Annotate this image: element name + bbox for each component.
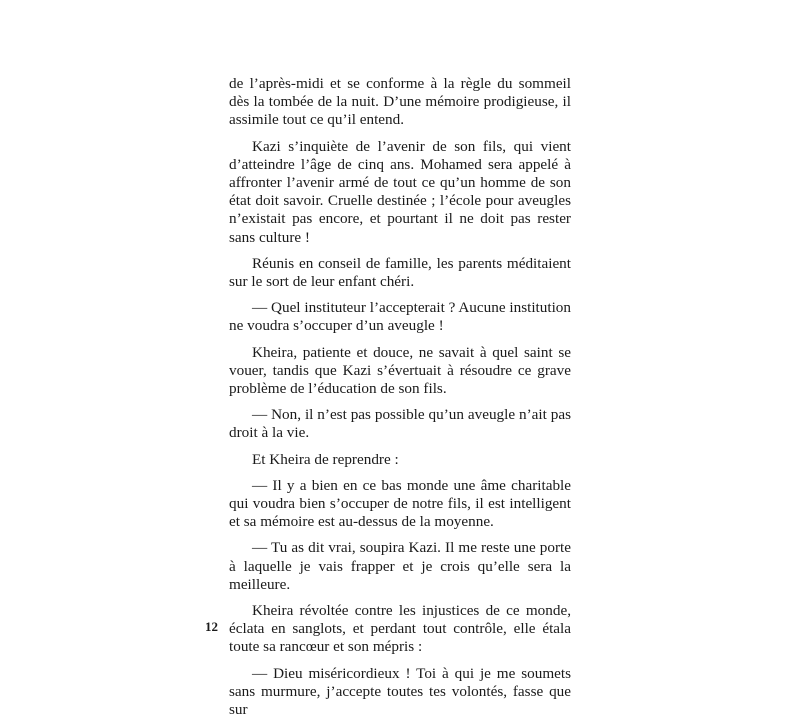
- paragraph-10: Kheira révoltée contre les injustices de ce monde, éclata en sanglots, et perdant tout contrôle, elle étala toute sa rancœur et son mépris :: [229, 602, 571, 656]
- paragraph-6: — Non, il n’est pas possible qu’un aveugle n’ait pas droit à la vie.: [229, 406, 571, 442]
- paragraph-2: Kazi s’inquiète de l’avenir de son fils, qui vient d’atteindre l’âge de cinq ans. Mohamed sera appelé à affronter l’avenir armé de tout ce qu’un homme de son état doit savoir. Cruelle destinée ; l’école pour aveugles n’existait pas encore, et pourtant il ne doit pas rester sans culture !: [229, 137, 571, 246]
- paragraph-1: de l’après-midi et se conforme à la règle du sommeil dès la tombée de la nuit. D’une mémoire prodigieuse, il assimile tout ce qu’il entend.: [229, 75, 571, 129]
- paragraph-11: — Dieu miséricordieux ! Toi à qui je me soumets sans murmure, j’accepte toutes tes volontés, fasse que sur: [229, 664, 571, 719]
- paragraph-3: Réunis en conseil de famille, les parents méditaient sur le sort de leur enfant chéri.: [229, 254, 571, 291]
- body-text: [229, 75, 571, 719]
- paragraph-7: Et Kheira de reprendre :: [252, 450, 399, 468]
- paragraph-4: — Quel instituteur l’accepterait ? Aucune institution ne voudra s’occuper d’un aveugle !: [229, 299, 571, 335]
- paragraph-8: — Il y a bien en ce bas monde une âme charitable qui voudra bien s’occuper de notre fils, il est intelligent et sa mémoire est au-dessus de la moyenne.: [229, 476, 571, 531]
- paragraph-9: — Tu as dit vrai, soupira Kazi. Il me reste une porte à laquelle je vais frapper et je crois qu’elle sera la meilleure.: [229, 539, 571, 593]
- page-number: 12: [205, 619, 218, 634]
- paragraph-5: Kheira, patiente et douce, ne savait à quel saint se vouer, tandis que Kazi s’évertuait à résoudre ce grave problème de l’éducation de son fils.: [229, 343, 571, 398]
